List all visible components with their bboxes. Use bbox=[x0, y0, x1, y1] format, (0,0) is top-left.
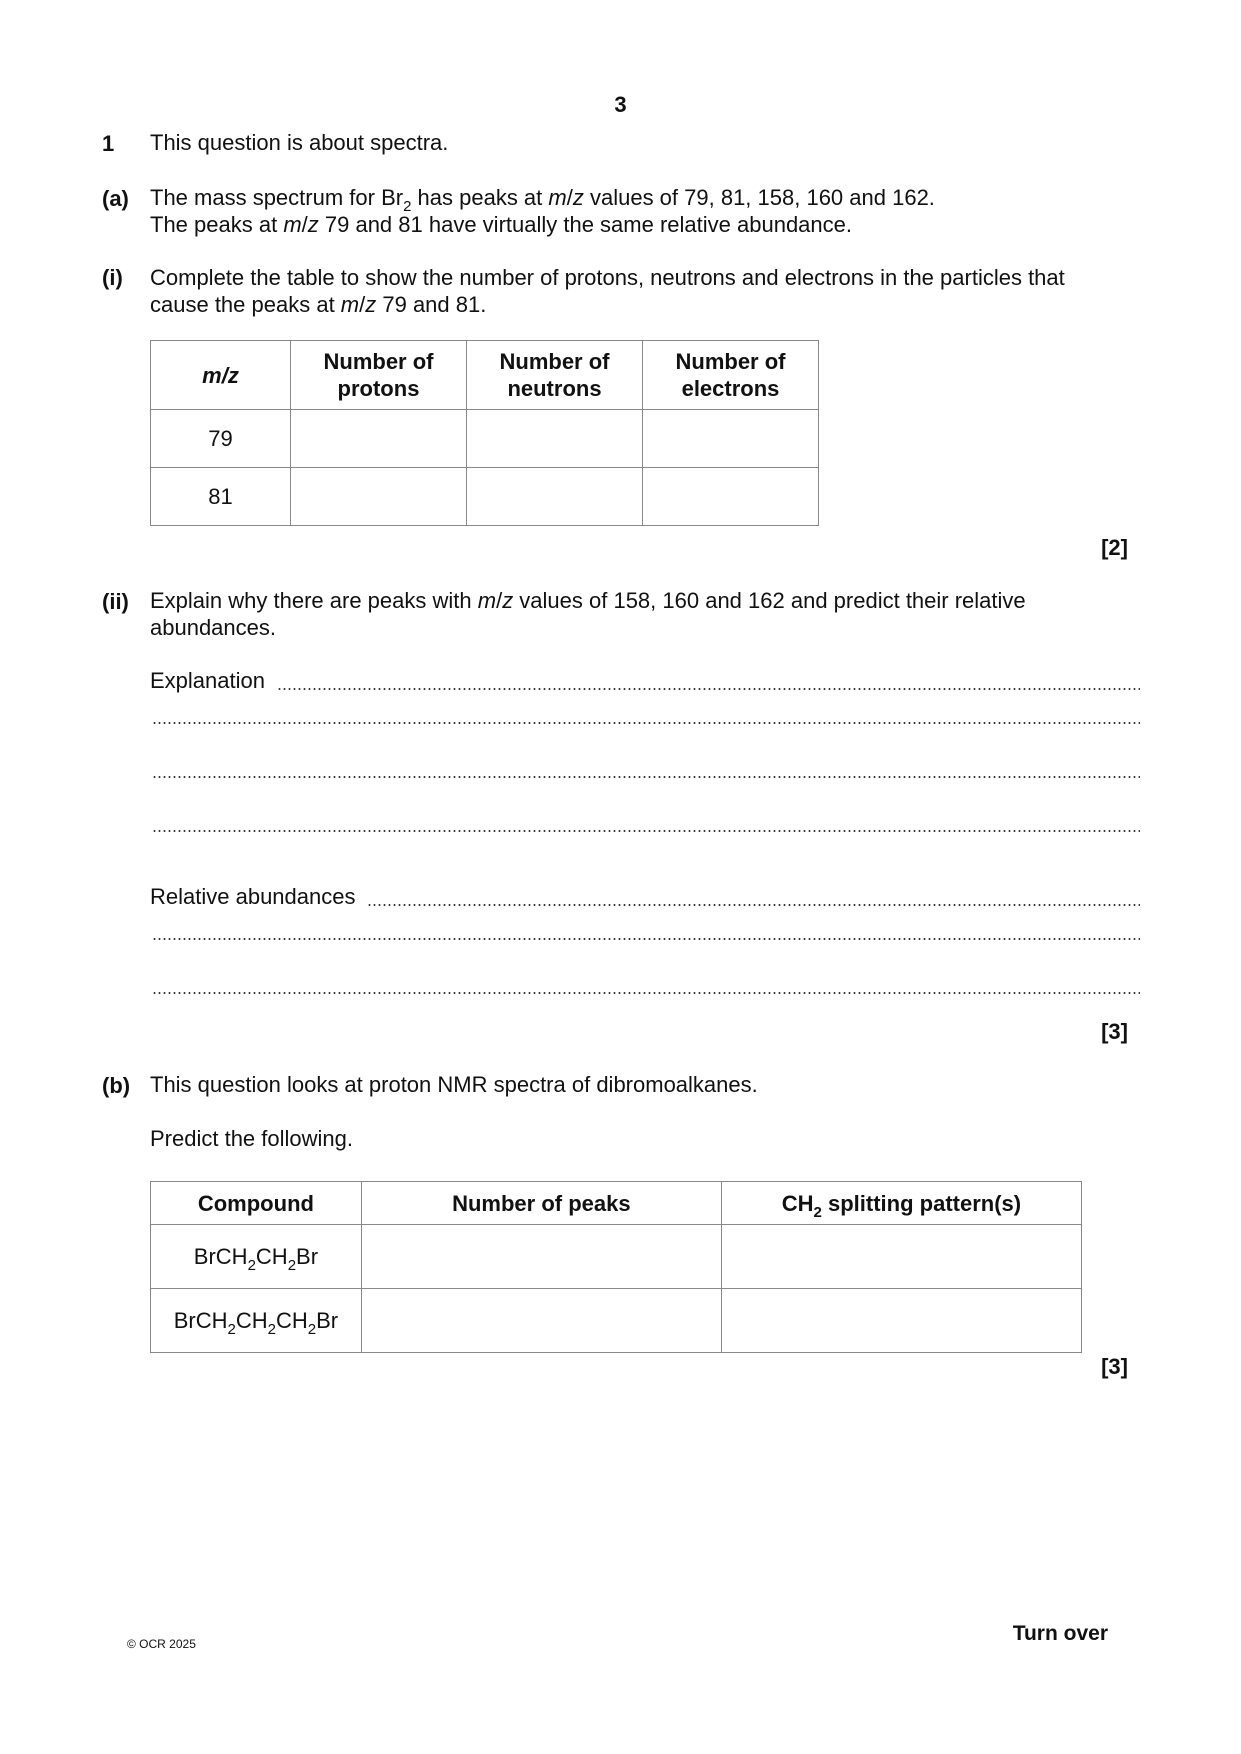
answer-cell-neutrons[interactable] bbox=[467, 468, 643, 526]
header-compound: Compound bbox=[151, 1182, 362, 1225]
compound-cell: $BrCH_2CH_2Br$ bbox=[151, 1225, 362, 1289]
answer-cell-peaks[interactable] bbox=[361, 1225, 721, 1289]
answer-cell-neutrons[interactable] bbox=[467, 410, 643, 468]
turn-over: Turn over bbox=[1012, 1622, 1108, 1645]
explanation-answer-line[interactable] bbox=[152, 776, 1140, 782]
marks-part-b: [3] bbox=[1101, 1354, 1128, 1379]
nmr-table bbox=[150, 1181, 1082, 1353]
part-ii-line-1: Explain why there are peaks with m/z values of 158, 160 and 162 and predict their relative bbox=[150, 588, 1026, 613]
relative-abundances-answer-line[interactable] bbox=[152, 938, 1140, 944]
header-electrons: Number of electrons bbox=[643, 341, 819, 410]
table-row bbox=[151, 468, 819, 526]
header-neutrons: Number of neutrons bbox=[467, 341, 643, 410]
header-mz: m/z bbox=[151, 341, 291, 410]
particles-table bbox=[150, 340, 819, 526]
answer-cell-electrons[interactable] bbox=[643, 410, 819, 468]
answer-cell-electrons[interactable] bbox=[643, 468, 819, 526]
header-number-of-peaks: Number of peaks bbox=[361, 1182, 721, 1225]
question-number: 1 bbox=[102, 131, 115, 156]
part-b-line-1: This question looks at proton NMR spectra of dibromoalkanes. bbox=[150, 1072, 758, 1097]
mz-cell: 81 bbox=[151, 468, 291, 526]
explanation-answer-line[interactable] bbox=[152, 722, 1140, 728]
part-i-line-1: Complete the table to show the number of protons, neutrons and electrons in the particles that bbox=[150, 265, 1065, 290]
answer-cell-protons[interactable] bbox=[291, 468, 467, 526]
part-i-line-2: cause the peaks at m/z 79 and 81. bbox=[150, 292, 487, 317]
answer-cell-splitting[interactable] bbox=[721, 1289, 1081, 1353]
part-a-label: (a) bbox=[102, 186, 129, 211]
copyright: © OCR 2025 bbox=[127, 1637, 196, 1651]
marks-part-i: [2] bbox=[1101, 535, 1128, 560]
mz-cell: 79 bbox=[151, 410, 291, 468]
explanation-answer-line[interactable] bbox=[150, 668, 1140, 694]
header-protons: Number of protons bbox=[291, 341, 467, 410]
answer-cell-protons[interactable] bbox=[291, 410, 467, 468]
part-b-line-2: Predict the following. bbox=[150, 1126, 353, 1151]
question-intro: This question is about spectra. bbox=[150, 130, 449, 155]
answer-cell-splitting[interactable] bbox=[721, 1225, 1081, 1289]
relative-abundances-answer-line[interactable] bbox=[150, 884, 1140, 910]
table-row bbox=[151, 1289, 1082, 1353]
part-b-label: (b) bbox=[102, 1073, 131, 1098]
explanation-answer-line[interactable] bbox=[152, 830, 1140, 836]
answer-cell-peaks[interactable] bbox=[361, 1289, 721, 1353]
part-a-line-1: The mass spectrum for $Br_2$ has peaks at m/z values of 79, 81, 158, 160 and 162. bbox=[150, 185, 935, 215]
part-ii-line-2: abundances. bbox=[150, 615, 276, 640]
table-row bbox=[151, 410, 819, 468]
part-i-label: (i) bbox=[102, 265, 123, 290]
relative-abundances-answer-line[interactable] bbox=[152, 992, 1140, 998]
table-row bbox=[151, 1225, 1082, 1289]
compound-cell: $BrCH_2CH_2CH_2Br$ bbox=[151, 1289, 362, 1353]
marks-part-ii: [3] bbox=[1101, 1019, 1128, 1044]
part-ii-label: (ii) bbox=[102, 589, 129, 614]
explanation-label: Explanation bbox=[150, 668, 265, 693]
relative-abundances-label: Relative abundances bbox=[150, 884, 356, 909]
header-splitting-patterns: $CH_2$ splitting pattern(s) bbox=[721, 1182, 1081, 1225]
page-number: 3 bbox=[614, 92, 627, 117]
part-a-line-2: The peaks at m/z 79 and 81 have virtually the same relative abundance. bbox=[150, 212, 852, 237]
